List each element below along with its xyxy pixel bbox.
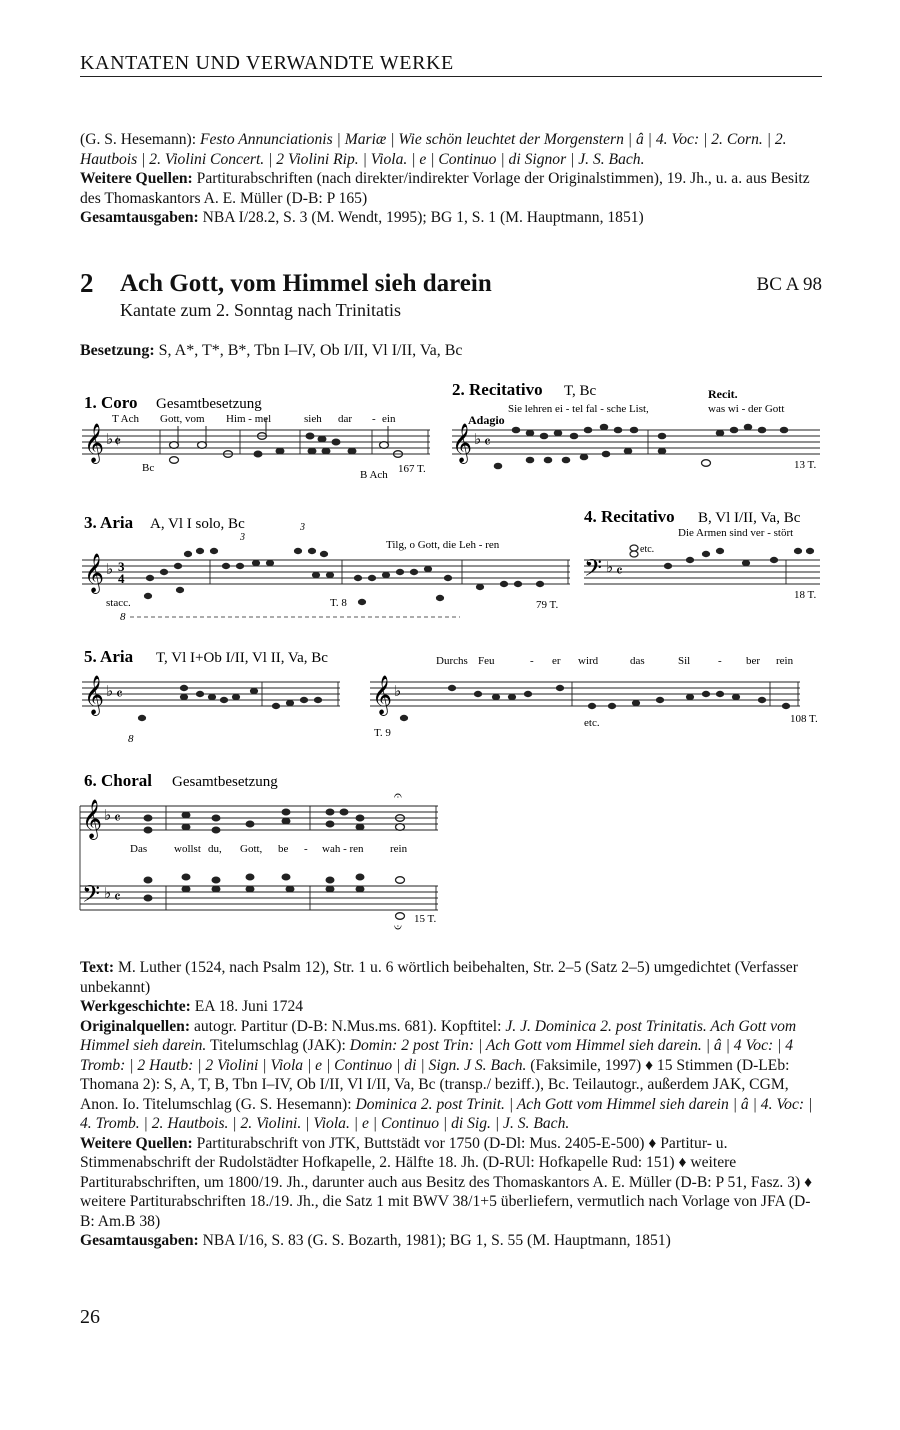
cantata-subtitle: Kantate zum 2. Sonntag nach Trinitatis [120,300,401,320]
incipit-etc: etc. [584,717,600,729]
werkgeschichte-text: EA 18. Juni 1724 [190,998,304,1015]
incipit-bars: 108 T. [790,713,818,725]
incipit-bars: 18 T. [794,589,817,601]
time-signature-icon: 𝄴 [114,811,121,827]
incipit-lyric: dar [338,413,353,425]
incipit-scoring: Gesamtbesetzung [156,396,262,412]
bass-clef-icon: 𝄢 [82,882,101,913]
fermata-icon: 𝄑 [394,921,402,936]
incipit-lyric: - [530,655,534,667]
incipit-scoring: T, Bc [564,383,597,399]
flat-icon: ♭ [104,886,112,902]
incipit-title: 5. Aria [84,647,134,666]
incipit-lyric: Das [130,843,148,855]
treble-clef-icon: 𝄞 [84,555,105,592]
gesamtausgaben-text: NBA I/16, S. 83 (G. S. Bozarth, 1981); BG 1, S. 55 (M. Hauptmann, 1851) [198,1232,671,1249]
incipit-4-recitativo [584,507,820,601]
time-signature-icon: 𝄴 [616,564,623,580]
fermata-icon: 𝄐 [394,789,402,804]
incipit-scoring: B, Vl I/II, Va, Bc [698,510,801,526]
incipit-lyric: rein [390,843,408,855]
originalquellen-label: Originalquellen: [80,1017,191,1035]
treble-clef-icon: 𝄞 [84,677,105,714]
flat-icon: ♭ [606,560,614,576]
incipit-title: 4. Recitativo [584,507,675,526]
incipit-lyric: - [304,843,308,855]
time-signature-icon: 4 [118,571,125,586]
time-signature-icon: 𝄴 [484,435,491,451]
incipit-title: 3. Aria [84,513,134,532]
incipit-bc-label: Bc [142,462,155,474]
incipit-lyric: - [718,655,722,667]
incipit-lyric: T Ach [112,413,139,425]
incipit-lyric: ber [746,655,761,667]
gesamtausgaben-text: NBA I/28.2, S. 3 (M. Wendt, 1995); BG 1, S. 1 (M. Hauptmann, 1851) [198,209,644,226]
flat-icon: ♭ [106,684,114,700]
weitere-quellen-paragraph [80,1134,822,1232]
incipit-title: 2. Recitativo [452,380,543,399]
time-signature-icon: 𝄵 [114,434,122,451]
scoring-label: Besetzung: [80,342,155,359]
incipit-lyric: Tilg, o Gott, die Leh - ren [386,539,500,551]
triplet-mark: 3 [300,522,305,533]
gesamtausgaben-paragraph [80,1231,822,1251]
hesemann-italic-title: Festo Annunciationis | Mariæ | Wie schön leuchtet der Morgenstern | â | 4. Voc: | 2. Corn. | 2. Hautbois | 2. Violini Concert. | 2 Violini Rip. | Viola. | e | Continuo | di Signor | J. S. Bach. [80,131,787,168]
cantata-number: 2 [80,268,94,298]
incipit-5-aria [82,647,818,745]
incipit-lyric: sieh [304,413,322,425]
incipit-ottava: 8 [120,611,126,623]
treble-clef-icon: 𝄞 [372,677,393,714]
time-signature-icon: 𝄴 [116,687,123,703]
incipit-lyric: er [552,655,561,667]
text-label: Text: [80,959,115,976]
cantata-bc-number: BC A 98 [756,274,822,295]
originalquellen-text: Titelumschlag (JAK): [206,1037,350,1054]
treble-clef-icon: 𝄞 [84,425,105,462]
flat-icon: ♭ [106,432,114,448]
flat-icon: ♭ [106,562,114,578]
incipit-stacc: stacc. [106,597,131,609]
incipit-lyric: ein [382,413,396,425]
incipit-lyric: Durchs [436,655,468,667]
incipit-tempo: Adagio [468,413,505,427]
originalquellen-italic: Domin: 2 post Trin: | Ach Gott vom Himmel sieh darein. | â | 4 Voc: | 4 Tromb: | 2 Hautb: | 2 Violini | Viola | e | Continuo | di | Sign. J S. Bach. [80,1037,794,1074]
time-signature-icon: 𝄴 [114,890,121,906]
incipit-bars: 167 T. [398,463,426,475]
scoring-text: S, A*, T*, B*, Tbn I–IV, Ob I/II, Vl I/II, Va, Bc [154,342,463,359]
originalquellen-text: autogr. Partitur (D-B: N.Mus.ms. 681). Kopftitel: [190,1017,506,1035]
time-signature-icon: 3 [118,559,125,574]
incipit-3-aria [82,513,570,623]
weitere-quellen-text: Partiturabschriften (nach direkter/indirekter Vorlage der Originalstimmen), 19. Jh., u. a. aus Besitz des Thomaskantors A. E. Müller (D-B: P 165) [80,170,810,207]
werkgeschichte-paragraph [80,997,822,1017]
incipit-1-coro [82,393,430,481]
incipit-lyric: was wi - der Gott [708,403,785,415]
incipit-lyric: Him - mel [226,413,272,425]
incipit-ottava: 8 [128,733,134,745]
treble-clef-icon: 𝄞 [452,425,473,462]
triplet-mark: 3 [240,532,245,543]
weitere-quellen-label: Weitere Quellen: [80,1134,193,1152]
incipit-scoring: A, Vl I solo, Bc [150,516,245,532]
incipit-title: 6. Choral [84,771,152,790]
text-text: M. Luther (1524, nach Psalm 12), Str. 1 u. 6 wörtlich beibehalten, Str. 2–5 (Satz 2–5) umgedichtet (Verfasser unbekannt) [80,959,798,996]
incipit-bars: 15 T. [414,913,437,925]
gesamtausgaben-label: Gesamtausgaben: [80,1232,199,1249]
flat-icon: ♭ [104,808,112,824]
originalquellen-text: (Faksimile, 1997) ♦ 15 Stimmen (D-LEb: Thomana 2): S, A, T, B, Tbn I–IV, Ob I/II, Vl I/II, Va, Bc (transp./ beziff.), Bc. Teilautogr., außerdem JAK, CGM, Anon. Io. Titelumschlag (G. S. Hesemann): [80,1056,790,1113]
incipit-title: 1. Coro [84,393,138,412]
incipit-2-recitativo [452,380,820,471]
weitere-quellen-label: Weitere Quellen: [80,170,193,187]
incipit-lyric: das [630,655,645,667]
incipit-lyric: wah - ren [322,843,364,855]
gesamtausgaben-label: Gesamtausgaben: [80,209,199,226]
incipit-tmark: T. 9 [374,727,391,739]
incipit-lyric: Feu [478,655,495,667]
incipit-scoring: Gesamtbesetzung [172,774,278,790]
incipit-lyric: be [278,843,289,855]
page-number: 26 [80,1306,100,1328]
werkgeschichte-label: Werkgeschichte: [80,998,191,1015]
bottom-source-block [80,958,822,1251]
incipit-lyric: wollst [174,843,201,855]
incipit-lyric: - [372,413,376,425]
weitere-quellen-text: Partiturabschrift von JTK, Buttstädt vor 1750 (D-Dl: Mus. 2405-E-500) ♦ Partitur- u. Stimmenabschrift der Rudolstädter Hofkapelle, 2. Hälfte 18. Jh. (D-RUl: Hofkapelle Rud: 151) ♦ weitere Partiturabschriften, um 1800/19. Jh., darunter auch aus Besitz des Thomaskantors A. E. Müller (D-B: P 51, Fasz. 3) ♦ weitere Partiturabschriften 18./19. Jh., die Satz 1 mit BWV 38/1+5 überliefern, vermutlich nach Vorlage von JFA (D-B: Am.B 38) [80,1134,813,1230]
incipit-tmark: T. 8 [330,597,347,609]
incipit-lyric: Die Armen sind ver - stört [678,527,794,539]
incipit-lyric: Sie lehren ei - tel fal - sche List, [508,403,649,415]
running-head: KANTATEN UND VERWANDTE WERKE [80,52,454,74]
incipit-etc: etc. [640,544,655,555]
flat-icon: ♭ [394,684,402,700]
hesemann-prefix: (G. S. Hesemann): [80,131,200,148]
originalquellen-italic: J. J. Dominica 2. post Trinitatis. Ach Gott vom Himmel sieh darein. [80,1017,797,1054]
incipit-bars: 13 T. [794,459,817,471]
incipit-lyric: rein [776,655,794,667]
incipit-6-choral [80,771,438,936]
incipit-lyric: Gott, [240,843,263,855]
incipit-lyric: Gott, vom [160,413,205,425]
incipit-lyric: du, [208,843,222,855]
incipit-lyric: wird [578,655,599,667]
incipit-bass-label: B Ach [360,469,388,481]
incipit-scoring: T, Vl I+Ob I/II, Vl II, Va, Bc [156,650,328,666]
text-paragraph [80,958,822,997]
incipit-lyric: Sil [678,655,691,667]
incipit-recit-label: Recit. [708,387,738,401]
bass-clef-icon: 𝄢 [584,556,603,587]
incipit-bars: 79 T. [536,599,559,611]
originalquellen-paragraph [80,1017,822,1134]
treble-clef-icon: 𝄞 [82,801,103,838]
cantata-title: Ach Gott, vom Himmel sieh darein [120,270,492,297]
originalquellen-italic: Dominica 2. post Trinit. | Ach Gott vom Himmel sieh darein | â | 4. Voc: | 4. Tromb. | 2. Hautbois. | 2. Violini. | Viola. | e | Continuo | di Sig. | J. S. Bach. [80,1095,813,1132]
flat-icon: ♭ [474,432,482,448]
